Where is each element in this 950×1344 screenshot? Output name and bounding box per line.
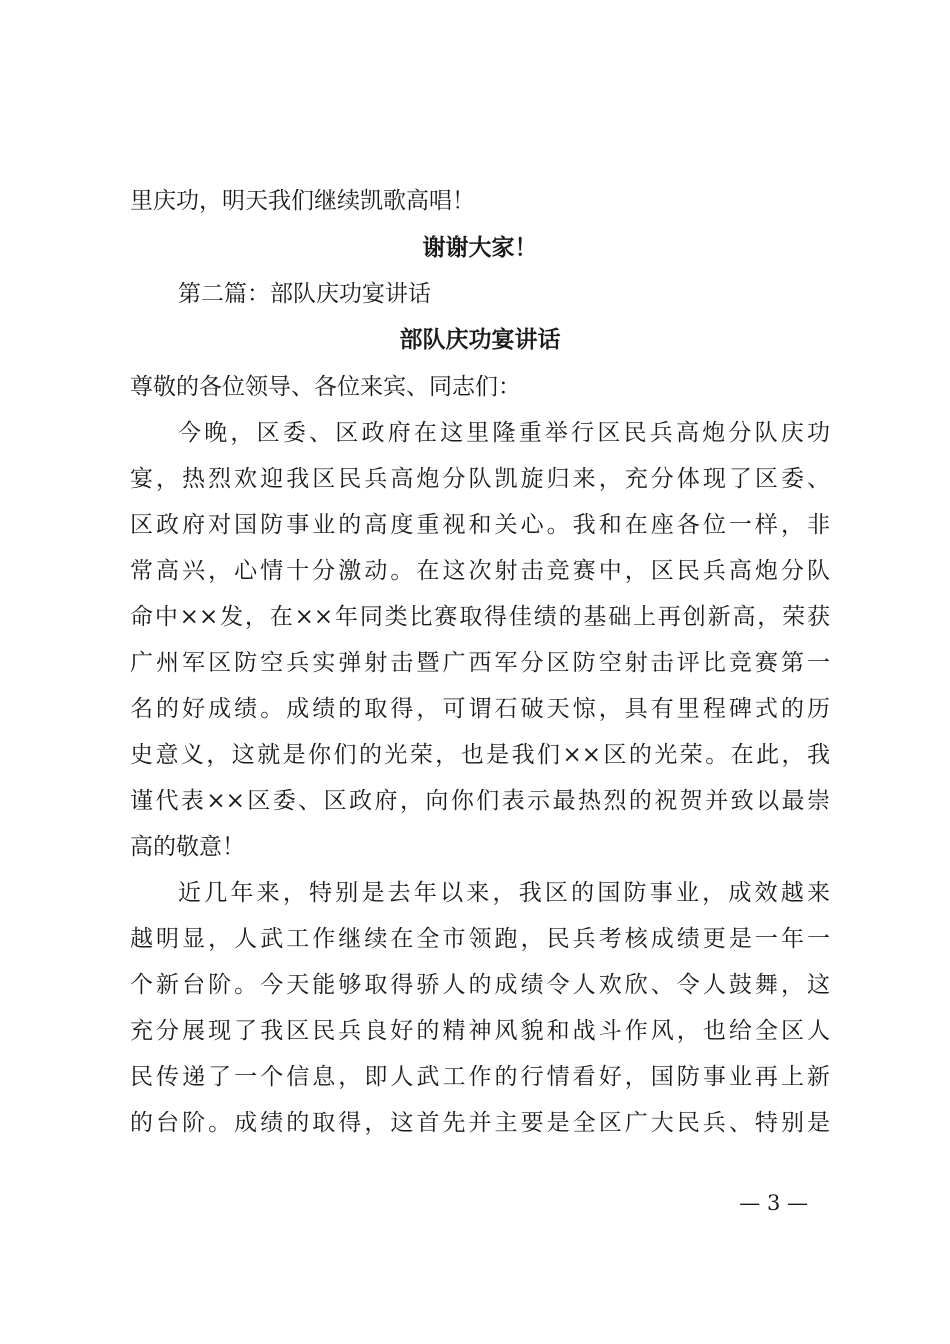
paragraph-1-line-9: 谨代表××区委、区政府，向你们表示最热烈的祝贺并致以最崇 <box>130 788 830 814</box>
paragraph-1-line-2: 宴，热烈欢迎我区民兵高炮分队凯旋归来，充分体现了区委、 <box>130 466 830 492</box>
section-label: 第二篇：部队庆功宴讲话 <box>178 281 431 307</box>
paragraph-1-line-7: 名的好成绩。成绩的取得，可谓石破天惊，具有里程碑式的历 <box>130 696 830 722</box>
speech-title: 部队庆功宴讲话 <box>399 326 561 353</box>
paragraph-2-line-5: 民传递了一个信息，即人武工作的行情看好，国防事业再上新 <box>130 1064 830 1090</box>
closing-heading: 谢谢大家！ <box>422 234 538 261</box>
paragraph-1-line-1: 今晚，区委、区政府在这里隆重举行区民兵高炮分队庆功 <box>178 420 830 446</box>
paragraph-1-line-8: 史意义，这就是你们的光荣，也是我们××区的光荣。在此，我 <box>130 742 830 768</box>
salutation: 尊敬的各位领导、各位来宾、同志们： <box>130 374 521 400</box>
paragraph-2-line-4: 充分展现了我区民兵良好的精神风貌和战斗作风，也给全区人 <box>130 1018 830 1044</box>
paragraph-1-line-5: 命中××发，在××年同类比赛取得佳绩的基础上再创新高，荣获 <box>130 604 830 630</box>
paragraph-1-line-10: 高的敬意！ <box>130 834 245 860</box>
paragraph-2-line-3: 个新台阶。今天能够取得骄人的成绩令人欢欣、令人鼓舞，这 <box>130 972 830 998</box>
paragraph-1-line-6: 广州军区防空兵实弹射击暨广西军分区防空射击评比竞赛第一 <box>130 650 830 676</box>
page-number: — 3 — <box>739 1191 808 1215</box>
paragraph-1-line-3: 区政府对国防事业的高度重视和关心。我和在座各位一样，非 <box>130 512 830 538</box>
paragraph-1-line-4: 常高兴，心情十分激动。在这次射击竞赛中，区民兵高炮分队 <box>130 558 830 584</box>
paragraph-2-line-6: 的台阶。成绩的取得，这首先并主要是全区广大民兵、特别是 <box>130 1110 830 1136</box>
paragraph-2-line-1: 近几年来，特别是去年以来，我区的国防事业，成效越来 <box>178 880 830 906</box>
text-line-1: 里庆功，明天我们继续凯歌高唱！ <box>130 188 475 214</box>
paragraph-2-line-2: 越明显，人武工作继续在全市领跑，民兵考核成绩更是一年一 <box>130 926 830 952</box>
